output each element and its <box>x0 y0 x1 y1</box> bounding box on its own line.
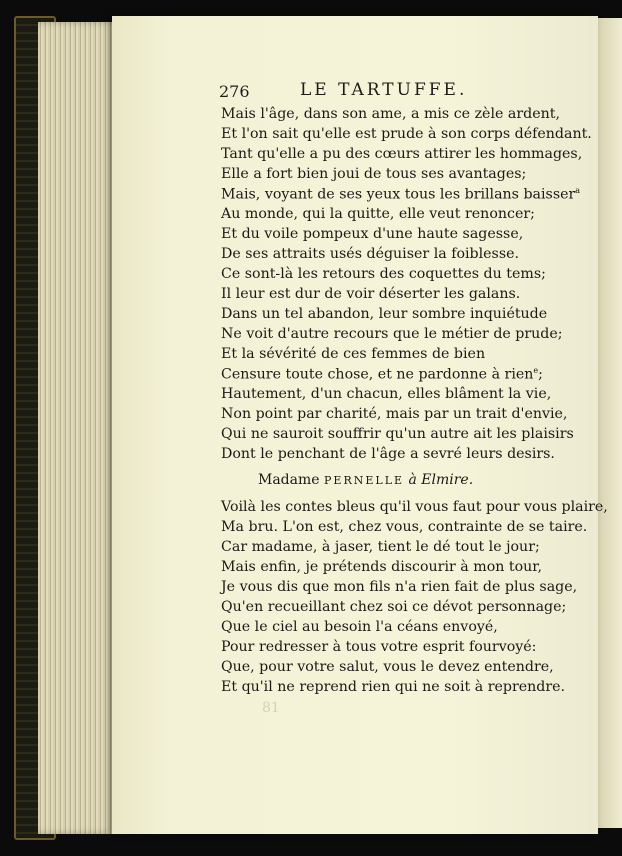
speaker-title: Madame <box>258 472 320 488</box>
verse-line: Voilà les contes bleus qu'il vous faut pour vous plaire, <box>221 499 608 515</box>
verse-line: Et la sévérité de ces femmes de bien <box>221 346 486 362</box>
speaker-addressee: à Elmire. <box>408 472 474 488</box>
page-header <box>219 82 509 106</box>
speaker-name: PERNELLE <box>324 474 405 487</box>
verse-line: Ma bru. L'on est, chez vous, contrainte de se taire. <box>221 519 588 535</box>
verse-line: Car madame, à jaser, tient le dé tout le jour; <box>221 539 540 555</box>
verse-line: Mais enfin, je prétends discourir à mon tour, <box>221 559 542 575</box>
page-stack-edge <box>38 22 120 834</box>
verse-line: Censure toute chose, et ne pardonne à rien$^e$; <box>221 366 543 383</box>
footnote-marker: e <box>533 366 539 375</box>
show-through-text: 81 <box>262 700 280 716</box>
verse-line: Au monde, qui la quitte, elle veut renoncer; <box>221 206 535 222</box>
verse-line: Il leur est dur de voir déserter les galans. <box>221 286 521 302</box>
verse-line: Et l'on sait qu'elle est prude à son corps défendant. <box>221 126 592 142</box>
verse-line: Et qu'il ne reprend rien qui ne soit à reprendre. <box>221 679 566 695</box>
verse-line: Tant qu'elle a pu des cœurs attirer les hommages, <box>221 146 583 162</box>
verse-line: Non point par charité, mais par un trait d'envie, <box>221 406 568 422</box>
verse-line: Que, pour votre salut, vous le devez entendre, <box>221 659 554 675</box>
verse-line: Et du voile pompeux d'une haute sagesse, <box>221 226 524 242</box>
verse-line: Je vous dis que mon fils n'a rien fait de plus sage, <box>221 579 578 595</box>
verse-line: Mais, voyant de ses yeux tous les brillans baisser$^a$ <box>221 186 581 203</box>
running-title: LE TARTUFFE. <box>300 80 468 100</box>
verse-line: De ses attraits usés déguiser la foiblesse. <box>221 246 520 262</box>
verse-line: Dont le penchant de l'âge a sevré leurs desirs. <box>221 446 555 462</box>
verse-line: Qui ne sauroit souffrir qu'un autre ait les plaisirs <box>221 426 574 442</box>
verse-line: Dans un tel abandon, leur sombre inquiétude <box>221 306 548 322</box>
verse-line: Elle a fort bien joui de tous ses avantages; <box>221 166 527 182</box>
verse-line: Mais l'âge, dans son ame, a mis ce zèle ardent, <box>221 106 560 122</box>
verse-line: Ne voit d'autre recours que le métier de prude; <box>221 326 563 342</box>
verse-line: Que le ciel au besoin l'a céans envoyé, <box>221 619 498 635</box>
verse-line: Pour redresser à tous votre esprit fourvoyé: <box>221 639 537 655</box>
speaker-heading <box>258 472 473 488</box>
facing-page-edge <box>598 18 622 828</box>
verse-line: Ce sont-là les retours des coquettes du tems; <box>221 266 546 282</box>
page-number: 276 <box>219 82 250 101</box>
verse-line: Qu'en recueillant chez soi ce dévot personnage; <box>221 599 567 615</box>
verse-line: Hautement, d'un chacun, elles blâment la vie, <box>221 386 552 402</box>
footnote-marker: a <box>575 186 581 195</box>
